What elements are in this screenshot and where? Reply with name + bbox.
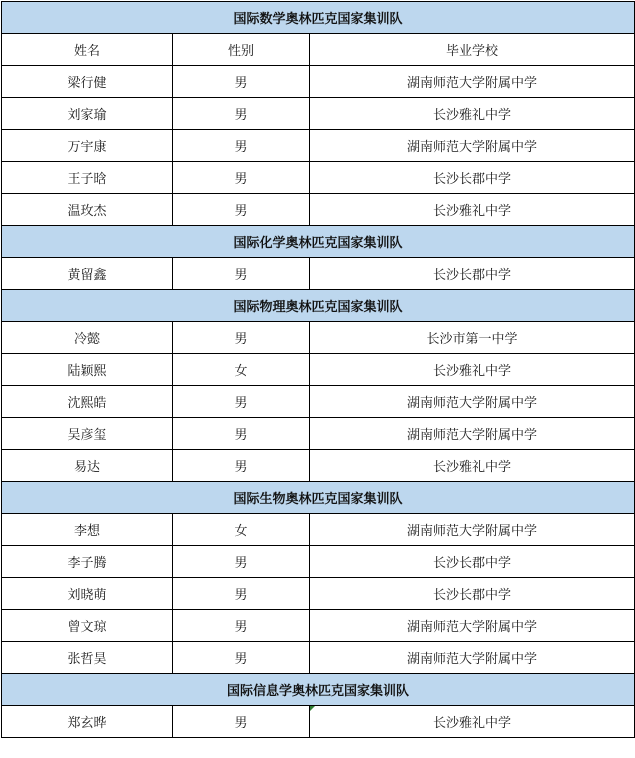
column-header-row (2, 34, 635, 66)
section-header-biology (2, 482, 635, 514)
column-header-name: 姓名 (2, 34, 173, 66)
section-title: 国际物理奥林匹克国家集训队 (2, 290, 635, 322)
table-row (2, 578, 635, 610)
cell-name: 曾文琼 (2, 610, 173, 642)
cell-school: 长沙长郡中学 (310, 258, 635, 290)
cell-name: 张哲昊 (2, 642, 173, 674)
section-header-chemistry (2, 226, 635, 258)
cell-gender: 男 (173, 578, 310, 610)
section-header-informatics (2, 674, 635, 706)
table-row (2, 322, 635, 354)
cell-gender: 男 (173, 258, 310, 290)
column-header-school: 毕业学校 (310, 34, 635, 66)
table-row (2, 386, 635, 418)
table-row (2, 546, 635, 578)
cell-gender: 男 (173, 418, 310, 450)
cell-school: 长沙长郡中学 (310, 162, 635, 194)
table-row (2, 610, 635, 642)
cell-gender: 男 (173, 66, 310, 98)
cell-school: 长沙长郡中学 (310, 578, 635, 610)
cell-gender: 男 (173, 450, 310, 482)
cell-school: 长沙雅礼中学 (310, 194, 635, 226)
cell-name: 李子腾 (2, 546, 173, 578)
cell-gender: 男 (173, 162, 310, 194)
cell-school: 湖南师范大学附属中学 (310, 514, 635, 546)
table-row (2, 514, 635, 546)
section-header-physics (2, 290, 635, 322)
table-row (2, 450, 635, 482)
cell-name: 王子晗 (2, 162, 173, 194)
cell-name: 刘晓萌 (2, 578, 173, 610)
cell-school: 湖南师范大学附属中学 (310, 642, 635, 674)
cell-name: 郑玄晔 (2, 706, 173, 738)
cell-name: 易达 (2, 450, 173, 482)
cell-school: 长沙雅礼中学 (310, 98, 635, 130)
cell-name: 冷懿 (2, 322, 173, 354)
cell-school: 湖南师范大学附属中学 (310, 610, 635, 642)
table-row (2, 642, 635, 674)
cell-school: 长沙长郡中学 (310, 546, 635, 578)
column-header-gender: 性别 (173, 34, 310, 66)
cell-gender: 男 (173, 98, 310, 130)
cell-gender: 男 (173, 706, 310, 738)
cell-school: 湖南师范大学附属中学 (310, 418, 635, 450)
cell-name: 李想 (2, 514, 173, 546)
cell-gender: 男 (173, 130, 310, 162)
section-title: 国际生物奥林匹克国家集训队 (2, 482, 635, 514)
cell-name: 刘家瑜 (2, 98, 173, 130)
table-row (2, 706, 635, 738)
cell-gender: 男 (173, 386, 310, 418)
cell-name: 吴彦玺 (2, 418, 173, 450)
table-row (2, 418, 635, 450)
section-title: 国际化学奥林匹克国家集训队 (2, 226, 635, 258)
cell-name: 沈熙皓 (2, 386, 173, 418)
table-row (2, 258, 635, 290)
cell-name: 温玫杰 (2, 194, 173, 226)
cell-school: 湖南师范大学附属中学 (310, 386, 635, 418)
cell-gender: 女 (173, 354, 310, 386)
cell-school: 长沙市第一中学 (310, 322, 635, 354)
section-title: 国际数学奥林匹克国家集训队 (2, 2, 635, 34)
cell-school: 长沙雅礼中学 (310, 706, 635, 738)
table-row (2, 98, 635, 130)
cell-school: 湖南师范大学附属中学 (310, 130, 635, 162)
table-row (2, 130, 635, 162)
cell-name: 梁行健 (2, 66, 173, 98)
table-row (2, 354, 635, 386)
cell-school: 长沙雅礼中学 (310, 450, 635, 482)
cell-gender: 男 (173, 322, 310, 354)
cell-name: 万宇康 (2, 130, 173, 162)
team-roster-table (1, 1, 635, 738)
section-header-math (2, 2, 635, 34)
cell-school: 长沙雅礼中学 (310, 354, 635, 386)
cell-gender: 男 (173, 610, 310, 642)
cell-school: 湖南师范大学附属中学 (310, 66, 635, 98)
table-row (2, 194, 635, 226)
cell-gender: 男 (173, 194, 310, 226)
cell-name: 陆颖熙 (2, 354, 173, 386)
cell-name: 黄留鑫 (2, 258, 173, 290)
section-title: 国际信息学奥林匹克国家集训队 (2, 674, 635, 706)
table-row (2, 66, 635, 98)
cell-gender: 女 (173, 514, 310, 546)
table-row (2, 162, 635, 194)
cell-gender: 男 (173, 642, 310, 674)
cell-gender: 男 (173, 546, 310, 578)
